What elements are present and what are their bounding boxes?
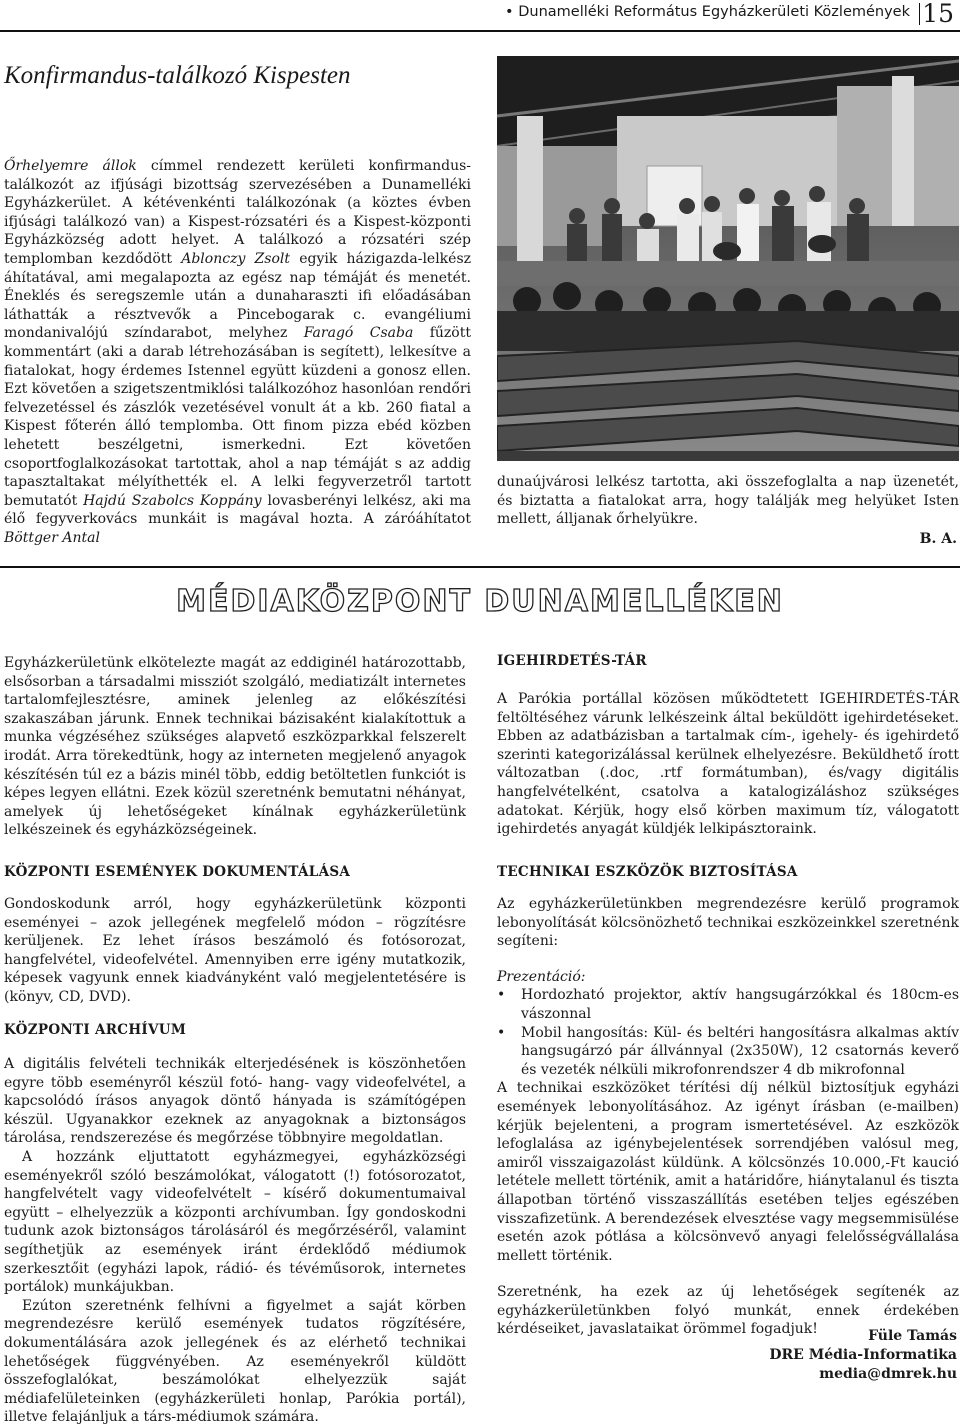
tech-heading: TECHNIKAI ESZKÖZÖK BIZTOSÍTÁSA [497,864,798,880]
events-heading: KÖZPONTI ESEMÉNYEK DOKUMENTÁLÁSA [4,864,351,880]
signoff-email: media@dmrek.hu [819,1366,957,1382]
text-run: címmel rendezett kerületi konfirmandus-találkozót az ifjúsági bizottság szervezésében a Dunamelléki Egyházkerület. A kétévenkénti találkozónak (a köztes évben ifjúsági találkozó van) a Kispest-rózsatéri és a Kispest-központi Egyházközség adott helyet. A találkozó a rózsatéri szép templomban kezdődött [4,158,471,267]
section-rule [0,566,960,568]
ads-heading: IGEHIRDETÉS-TÁR [497,653,647,669]
article-paragraph [4,157,471,547]
media-intro [4,654,466,840]
ads-body [497,690,959,839]
publication-title: Dunamelléki Református Egyházkerületi Közlemények [518,4,910,20]
name-emphasis: Faragó Csaba [303,325,414,342]
equipment-item-projector: • Hordozható projektor, aktív hangsugárzókkal és 180cm-es vászonnal [497,986,959,1023]
archive-paragraph-1: A digitális felvételi technikák elterjedésének is köszönhetően egyre több eseményről készül fotó- hang- vagy videofelvétel, a kapcsolódó írásos anyagok döntő hányada is számítógépen készül. Ugyanakkor ezeknek az anyagoknak a biztonságos tárolása, rendszerezése és megőrzése többnyire megoldatlan. [4,1056,466,1147]
signoff-org: DRE Média-Informatika [769,1347,957,1363]
name-emphasis: Hajdú Szabolcs Koppány [83,492,262,509]
intro-paragraph: Egyházkerületünk elkötelezte magát az eddiginél határozottabb, elsősorban a társadalmi missziót szolgáló, mediatizált internetes tartalomfejlesztésre, aminek jelenleg az előkészítési szakaszában járunk. Ennek technikai bázisaként kialakítottuk a munka végzéséhez szükséges alapvető eszközparkkal felszerelt irodát. Arra törekedtünk, hogy az interneten megjelenő anyagok készítésén túl ez a bázis minél több, eddig betöltetlen funkciót is képes legyen ellátni. Ezek közül szeretnénk bemutatni néhányat, amelyek új lehetőségeket kínálnak egyházkerületünk lelkészeinek és egyházközségeinek. [4,655,466,839]
header-separator [919,3,920,25]
name-emphasis: Őrhelyemre állok [4,158,137,174]
tech-closing-paragraph: Szeretnénk, ha ezek az új lehetőségek segítenék az egyházkerületünkben folyó munkát, ennek érdekében kérdéseiket, javaslataikat örömmel fogadjuk! [497,1284,959,1338]
archive-heading: KÖZPONTI ARCHÍVUM [4,1022,187,1038]
article-body-left [4,157,471,547]
ads-paragraph: A Parókia portállal közösen működtetett IGEHIRDETÉS-TÁR feltöltéséhez várunk lelkészeink által beküldött igehirdetéseket. Ebben az adatbázisban a tartalmak cím-, igehely- és igehirdető szerinti kategorizálással kerülnek elhelyezésre. Beküldhető írott változatban (.doc, .rtf formátumban), és/vagy digitális hangfelvételként, csatolva a katalogizáláshoz szükséges adatokat. Kérjük, hogy első körben maximum tíz, válogatott igehirdetés anyagát küldjék lelkipásztoraink. [497,691,959,838]
archive-body [4,1055,466,1427]
article-title: Konfirmandus-találkozó Kispesten [4,62,351,89]
equipment-list [497,986,959,1079]
article-body-right [497,473,959,529]
events-paragraph: Gondoskodunk arról, hogy egyházkerületünk központi eseményei – azok jellegének megfelelő módon – rögzítésre kerüljenek. Ez lehet írásos beszámoló és fotósorozat, hangfelvétel, videofelvétel. Amennyiben erre igény mutatkozik, képesek vagyunk ennek kiadványként való megjelentetésére is (könyv, CD, DVD). [4,896,466,1005]
text-run: egyik házigazda-lelkész áhítatával, ami megalapozta az egész nap témáját és menetét. Éneklés és seregszemle után a dunaharaszti ifi előadásában láthatták a résztvevők a Pincebogarak c. evangéliumi mondanivalójú színdarabot, melyhez [4,250,472,342]
signoff-name: Füle Tamás [868,1328,957,1344]
events-body [4,895,466,1007]
name-emphasis: Böttger Antal [4,529,100,546]
text-run: fűzött kommentárt (aki a darab létrehozásában is segített), lelkesítve a fiatalokat, hogy érdemes Istennel együtt küzdeni a gonosz ellen. Ezt követően a szigetszentmiklósi találkozóhoz hasonlóan rendőri felvezetéssel és zászlók vezetésével vonult át a kb. 260 fiatal a Kispest főterén álló templomba. Ott finom pizza ebéd közben lehetett beszélgetni, ismerkedni. Ezt követően csoportfoglalkozásokat tartottak, ahol a nap témáját s az addig tapasztaltakat mélyíthették el. A lelki fegyverzetről tartott bemutatót [4,325,471,509]
running-header [0,0,960,30]
tech-subheading: Prezentáció: [497,968,586,985]
header-bullet: • [505,4,514,20]
event-photo [497,56,959,461]
archive-paragraph-2: A hozzánk eljuttatott egyházmegyei, egyházközségi eseményekről szóló beszámolókat, válogatott (!) fotósorozatot, hangfelvételt vagy videofelvételt – kísérő dokumentumaival együtt – elhelyezzük a központi archívumban. Így gondoskodni tudunk azok biztonságos tárolásáról és megőrzéséről, valamint segíthetjük az események iránt érdeklődő médiumok szerkesztőit (egyházi lapok, rádió- és tévéműsorok, internetes portálok) munkájukban. [4,1148,466,1296]
article-paragraph-continued: dunaújvárosi lelkész tartotta, aki összefoglalta a nap üzenetét, és biztatta a fiatalokat arra, hogy találják meg helyüket Isten mellett, álljanak őrhelyükre. [497,474,959,528]
text-run: lovasberényi lelkész, aki ma élő fegyverkovács munkáit is magával hozta. A záróáhítatot [4,492,471,528]
name-emphasis: Ablonczy Zsolt [181,250,290,267]
section-banner: MÉDIAKÖZPONT DUNAMELLÉKEN [176,584,784,619]
tech-terms-paragraph: A technikai eszközöket térítési díj nélkül biztosítjuk egyházi események lebonyolításához. Az igényt írásban (e-mailben) kérjük bejelenteni, a program ismertetésével. Az eszközök lefoglalása az igénybejelentések sorrendjében valósul meg, amiről visszaigazolást küldünk. A kölcsönzés 10.000,-Ft kaució letétele mellett történik, amit a határidőre, hiánytalanul és tiszta állapotban történő visszaszállítás esetében teljes egészében visszafizetünk. A berendezések elvesztése vagy megsemmisülése esetén azok pótlása a kölcsönvevő anyagi felelősségvállalása mellett történik. [497,1080,960,1264]
tech-intro-paragraph: Az egyházkerületünkben megrendezésre kerülő programok lebonyolítását kölcsönözhető technikai eszközeinkkel szeretnénk segíteni: [497,896,959,950]
archive-paragraph-3: Ezúton szeretnénk felhívni a figyelmet a saját körben megrendezésre kerülő események tudatos rögzítésére, dokumentálására azok jellegének és az elérhető technikai lehetőségek függvényében. Az eseményekről küldött összefoglalókat, beszámolókat elhelyezzük saját médiafelületeinken (egyházkerületi honlap, Parókia portál), illetve felajánljuk a társ-médiumok számára. [4,1297,466,1426]
signoff-block [700,1327,957,1384]
tech-body [497,895,959,1339]
page-number: 15 [922,0,954,28]
header-rule [0,30,960,32]
equipment-item-sound: • Mobil hangosítás: Kül- és beltéri hangosításra alkalmas aktív hangsugárzó pár állvánnyal (2x350W), 12 csatornás keverő és vezeték nélküli mikrofonrendszer 4 db mikrofonnal [497,1024,959,1080]
article-signature: B. A. [919,531,957,547]
publication-name [505,4,910,20]
